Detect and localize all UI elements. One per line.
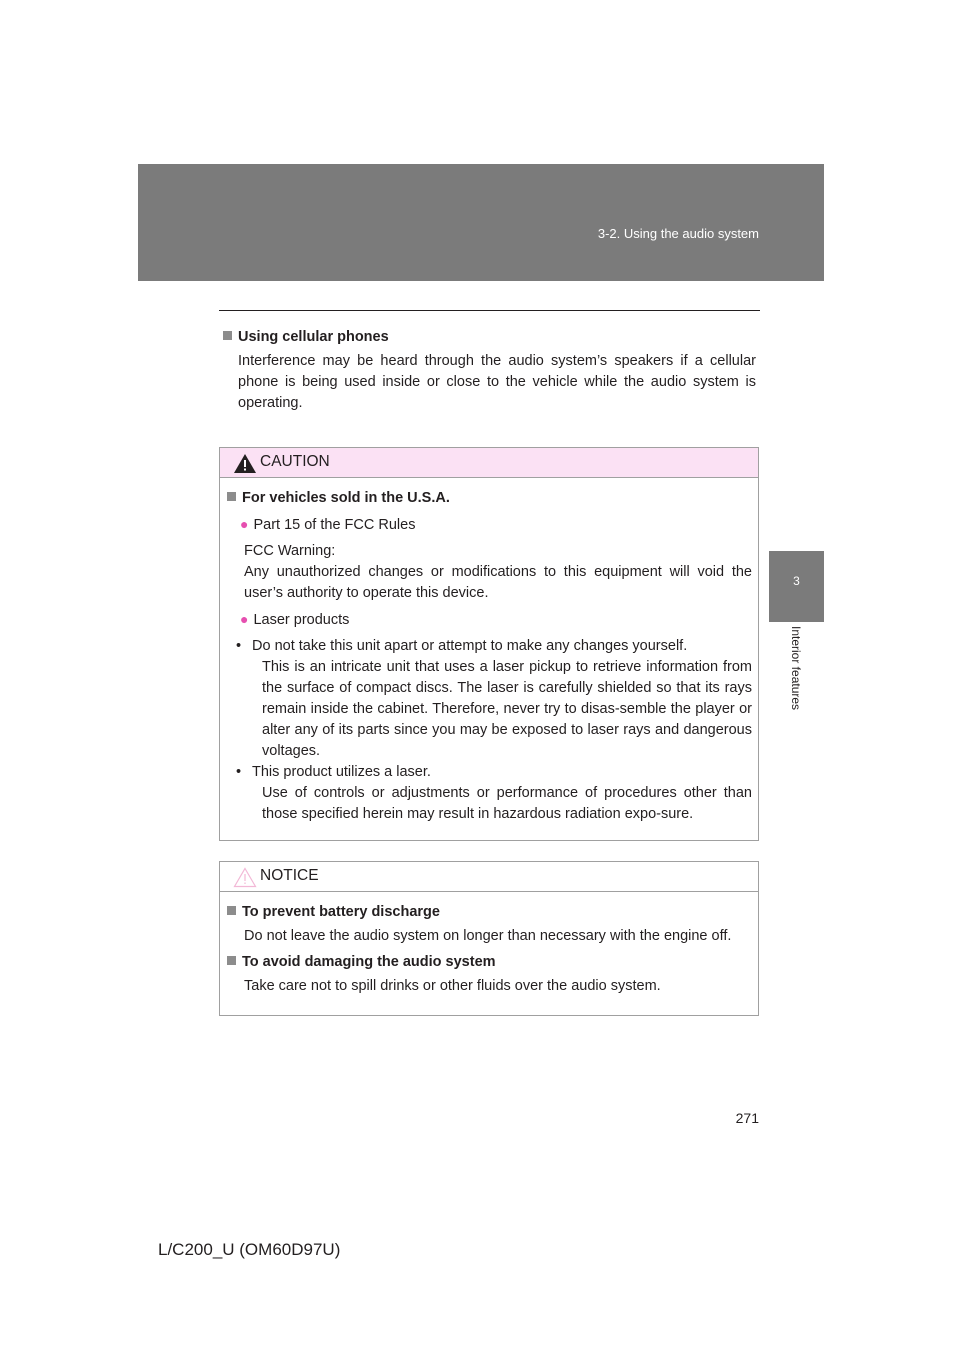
fcc-warning-text: Any unauthorized changes or modifications to this equipment will void the user’s authority to operate this device. (244, 564, 752, 601)
chapter-label: Interior features (789, 626, 803, 711)
header-rule (219, 310, 760, 311)
note-heading: Using cellular phones (223, 327, 756, 348)
cellular-note (223, 327, 756, 414)
model-code: L/C200_U (OM60D97U) (158, 1240, 341, 1259)
notice-heading-battery: To prevent battery discharge (227, 902, 752, 923)
circle-bullet-icon: ● (240, 516, 249, 532)
caution-box (219, 447, 759, 841)
notice-title: NOTICE (260, 867, 319, 884)
circle-bullet-icon: ● (240, 611, 249, 627)
section-header-band (138, 164, 824, 281)
caution-title-bar (220, 448, 758, 478)
notice-body-audio: Take care not to spill drinks or other fluids over the audio system. (244, 978, 661, 994)
caution-item-laser: ● Laser products (240, 611, 350, 628)
square-bullet-icon (227, 956, 236, 965)
caution-heading: For vehicles sold in the U.S.A. (227, 488, 752, 509)
fcc-warning-line: FCC Warning: (244, 543, 336, 559)
laser-bullet-1: • Do not take this unit apart or attempt to make any changes yourself. This is an intricate unit that uses a laser pickup to retrieve information from the surface of compact discs. The laser is carefully shielded so that its rays remain inside the cabinet. Therefore, never try to disas-semble the player or alter any of its parts since you may be exposed to laser rays and dangerous voltages. (236, 638, 752, 759)
notice-triangle-icon (233, 867, 257, 888)
notice-box (219, 861, 759, 1016)
laser-bullet-2: • This product utilizes a laser. Use of controls or adjustments or performance of procedures other than those specified herein may result in hazardous radiation expo-sure. (236, 764, 752, 822)
page-number: 271 (735, 1110, 759, 1126)
square-bullet-icon (223, 331, 232, 340)
chapter-number: 3 (793, 574, 800, 588)
chapter-label-container (769, 626, 824, 746)
section-title: 3-2. Using the audio system (597, 226, 759, 241)
notice-body-battery: Do not leave the audio system on longer than necessary with the engine off. (244, 928, 732, 944)
caution-item-fcc: ● Part 15 of the FCC Rules (240, 516, 416, 533)
warning-triangle-icon (233, 453, 257, 474)
notice-title-bar (220, 862, 758, 892)
notice-heading-audio: To avoid damaging the audio system (227, 952, 752, 973)
square-bullet-icon (227, 492, 236, 501)
chapter-tab (769, 551, 824, 622)
note-body: Interference may be heard through the audio system’s speakers if a cellular phone is being used inside or close to the vehicle while the audio system is operating. (238, 353, 756, 411)
caution-title: CAUTION (260, 453, 330, 470)
square-bullet-icon (227, 906, 236, 915)
